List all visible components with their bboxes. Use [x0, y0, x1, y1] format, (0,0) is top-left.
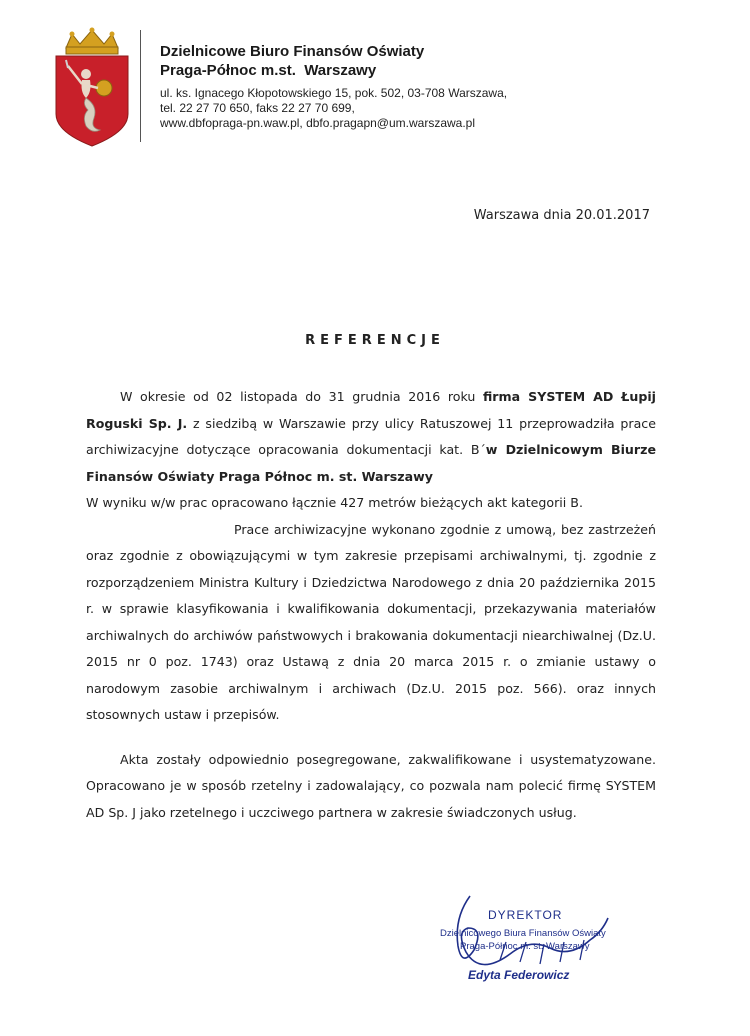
warsaw-mermaid-crest-icon [52, 26, 132, 148]
web-email-line: www.dbfopraga-pn.waw.pl, dbfo.pragapn@um.warszawa.pl [160, 116, 476, 130]
paragraph-1 [86, 384, 656, 490]
address-line: ul. ks. Ignacego Kłopotowskiego 15, pok. 502, 03-708 Warszawa, [160, 86, 508, 100]
letter-date: Warszawa dnia 20.01.2017 [473, 208, 650, 223]
stamp-title: DYREKTOR [488, 908, 563, 922]
org-name-line2: Praga-Północ m.st. Warszawy [160, 62, 377, 79]
phone-line: tel. 22 27 70 650, faks 22 27 70 699, [160, 101, 355, 115]
p1-text-c: z siedzibą w Warszawie przy ulicy Ratuszowej 11 przeprowadziła prace archiwizacyjne dotyczące opracowania dokumentacji kat. B´ [86, 415, 656, 457]
company-name: firma SYSTEM AD Łupij Roguski Sp. J. [86, 389, 656, 431]
paragraph-4: Akta zostały odpowiednio posegregowane, zakwalifikowane i usystematyzowane. Opracowano je w sposób rzetelny i zadowalający, co pozwala nam polecić firmę SYSTEM AD Sp. J jako rzetelnego i uczciwego partnera w zakresie świadczonych usług. [86, 751, 656, 820]
stamp-name: Edyta Federowicz [468, 968, 570, 982]
letter-body [86, 384, 656, 826]
org-name-line1: Dzielnicowe Biuro Finansów Oświaty [160, 43, 425, 60]
org-address [160, 86, 720, 131]
stamp-line2: Praga-Północ m. st. Warszawy [460, 941, 590, 952]
p1-text-a: W okresie od 02 listopada do 31 grudnia 2016 roku [120, 389, 483, 404]
director-stamp [440, 888, 630, 998]
header-divider [140, 30, 141, 142]
org-header [160, 42, 720, 131]
stamp-line1: Dzielnicowego Biura Finansów Oświaty [440, 928, 606, 939]
letter-heading: REFERENCJE [305, 333, 445, 348]
office-name: w Dzielnicowym Biurze Finansów Oświaty Praga Północ m. st. Warszawy [86, 442, 656, 484]
paragraph-2: W wyniku w/w prac opracowano łącznie 427 metrów bieżących akt kategorii B. [86, 495, 583, 510]
paragraph-3: Prace archiwizacyjne wykonano zgodnie z umową, bez zastrzeżeń oraz zgodnie z obowiązującymi w tym zakresie przepisami archiwalnymi, tj. zgodnie z rozporządzeniem Ministra Kultury i Dziedzictwa Narodowego z dnia 20 października 2015 r. w sprawie klasyfikowania i kwalifikowania dokumentacji, przekazywania materiałów archiwalnych do archiwów państwowych i brakowania dokumentacji niearchiwalnej (Dz.U. 2015 nr 0 poz. 1743) oraz Ustawą z dnia 20 marca 2015 r. o zmianie ustawy o narodowym zasobie archiwalnym i archiwach (Dz.U. 2015 poz. 566). oraz innych stosownych ustaw i przepisów. [86, 521, 656, 722]
